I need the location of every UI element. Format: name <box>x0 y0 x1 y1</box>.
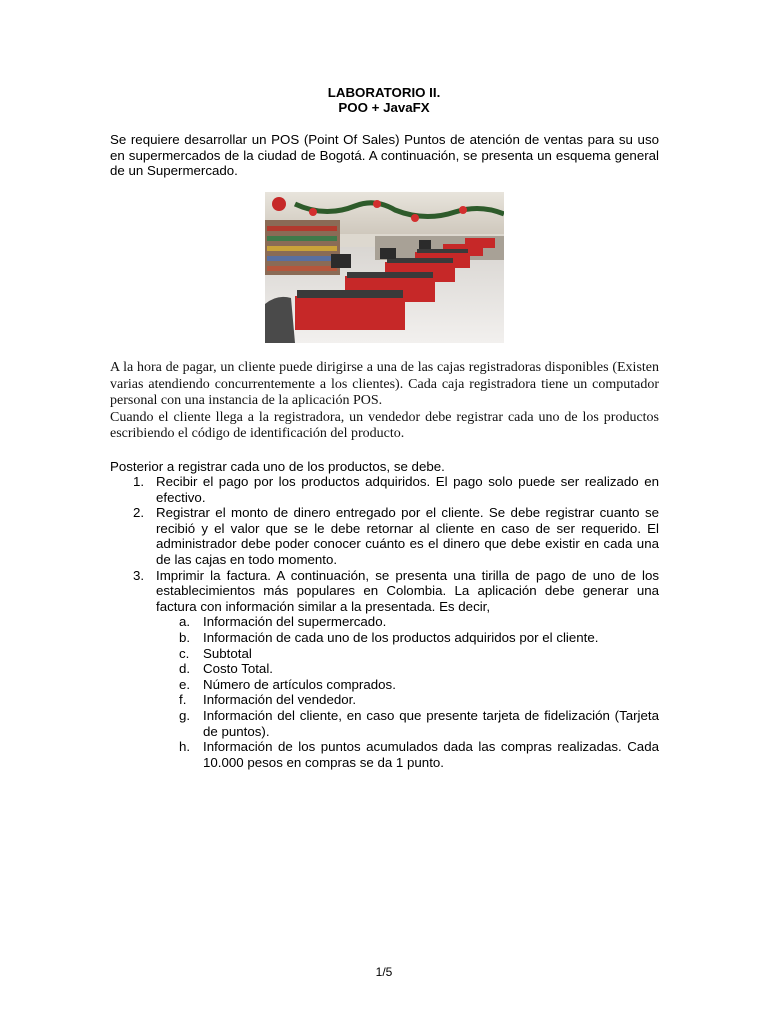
supermarket-checkout-photo <box>265 192 504 343</box>
list-text: Número de artículos comprados. <box>203 676 396 692</box>
list-letter: b. <box>179 629 191 645</box>
list-item <box>110 474 659 505</box>
list-text: Información de cada uno de los productos adquiridos por el cliente. <box>203 629 599 645</box>
invoice-requirements-list <box>156 614 659 770</box>
page-number: 1/5 <box>375 965 393 979</box>
document-subtitle: POO + JavaFX <box>338 100 430 115</box>
list-letter: c. <box>179 645 190 661</box>
list-item <box>156 708 659 739</box>
list-item <box>156 630 659 646</box>
list-text: Costo Total. <box>203 661 273 677</box>
list-text: Información del supermercado. <box>203 614 387 630</box>
list-item <box>156 614 659 630</box>
list-item <box>156 739 659 770</box>
list-letter: g. <box>179 707 191 723</box>
list-item <box>156 646 659 662</box>
list-letter: a. <box>179 614 191 630</box>
list-letter: d. <box>179 661 191 677</box>
payment-description <box>110 360 659 443</box>
list-text: Subtotal <box>203 645 252 661</box>
list-number: 3. <box>133 567 145 583</box>
list-text: Información de los puntos acumulados dada las compras realizadas. Cada 10.000 pesos en compras se da 1 punto. <box>203 739 659 770</box>
list-letter: f. <box>179 692 187 708</box>
list-item <box>110 568 659 771</box>
list-letter: e. <box>179 676 191 692</box>
list-text: Información del vendedor. <box>203 692 357 708</box>
list-text: Recibir el pago por los productos adquiridos. El pago solo puede ser realizado en efectivo. <box>156 474 659 505</box>
intro-paragraph: Se requiere desarrollar un POS (Point Of Sales) Puntos de atención de ventas para su uso en supermercados de la ciudad de Bogotá. A continuación, se presenta un esquema general de un Supermercado. <box>110 132 659 179</box>
list-letter: h. <box>179 739 191 755</box>
list-text: Imprimir la factura. A continuación, se presenta una tirilla de pago de uno de los establecimientos más populares en Colombia. La aplicación debe generar una factura con información similar a la presentada. Es decir, <box>156 567 659 614</box>
document-title: LABORATORIO II. <box>327 85 441 100</box>
list-text: Registrar el monto de dinero entregado por el cliente. Se debe registrar cuanto se recibió y el valor que se le debe retornar al cliente en caso de ser requerido. El administrador debe poder conocer cuánto es el dinero que debe existir en cada una de las cajas en todo momento. <box>156 505 659 567</box>
serif-paragraph: Cuando el cliente llega a la registradora, un vendedor debe registrar cada uno de los productos escribiendo el código de identificación del producto. <box>110 409 659 442</box>
list-text: Información del cliente, en caso que presente tarjeta de fidelización (Tarjeta de puntos). <box>203 707 659 739</box>
list-number: 2. <box>133 505 145 521</box>
list-number: 1. <box>133 474 145 489</box>
list-item <box>156 692 659 708</box>
list-item <box>156 661 659 677</box>
steps-list <box>110 474 659 770</box>
serif-paragraph: A la hora de pagar, un cliente puede dirigirse a una de las cajas registradoras disponibles (Existen varias atendiendo concurrentemente a los clientes). Cada caja registradora tiene un computador personal con una instancia de la aplicación POS. <box>110 360 659 409</box>
list-item <box>110 505 659 567</box>
steps-lead: Posterior a registrar cada uno de los productos, se debe. <box>110 459 445 474</box>
list-item <box>156 677 659 693</box>
